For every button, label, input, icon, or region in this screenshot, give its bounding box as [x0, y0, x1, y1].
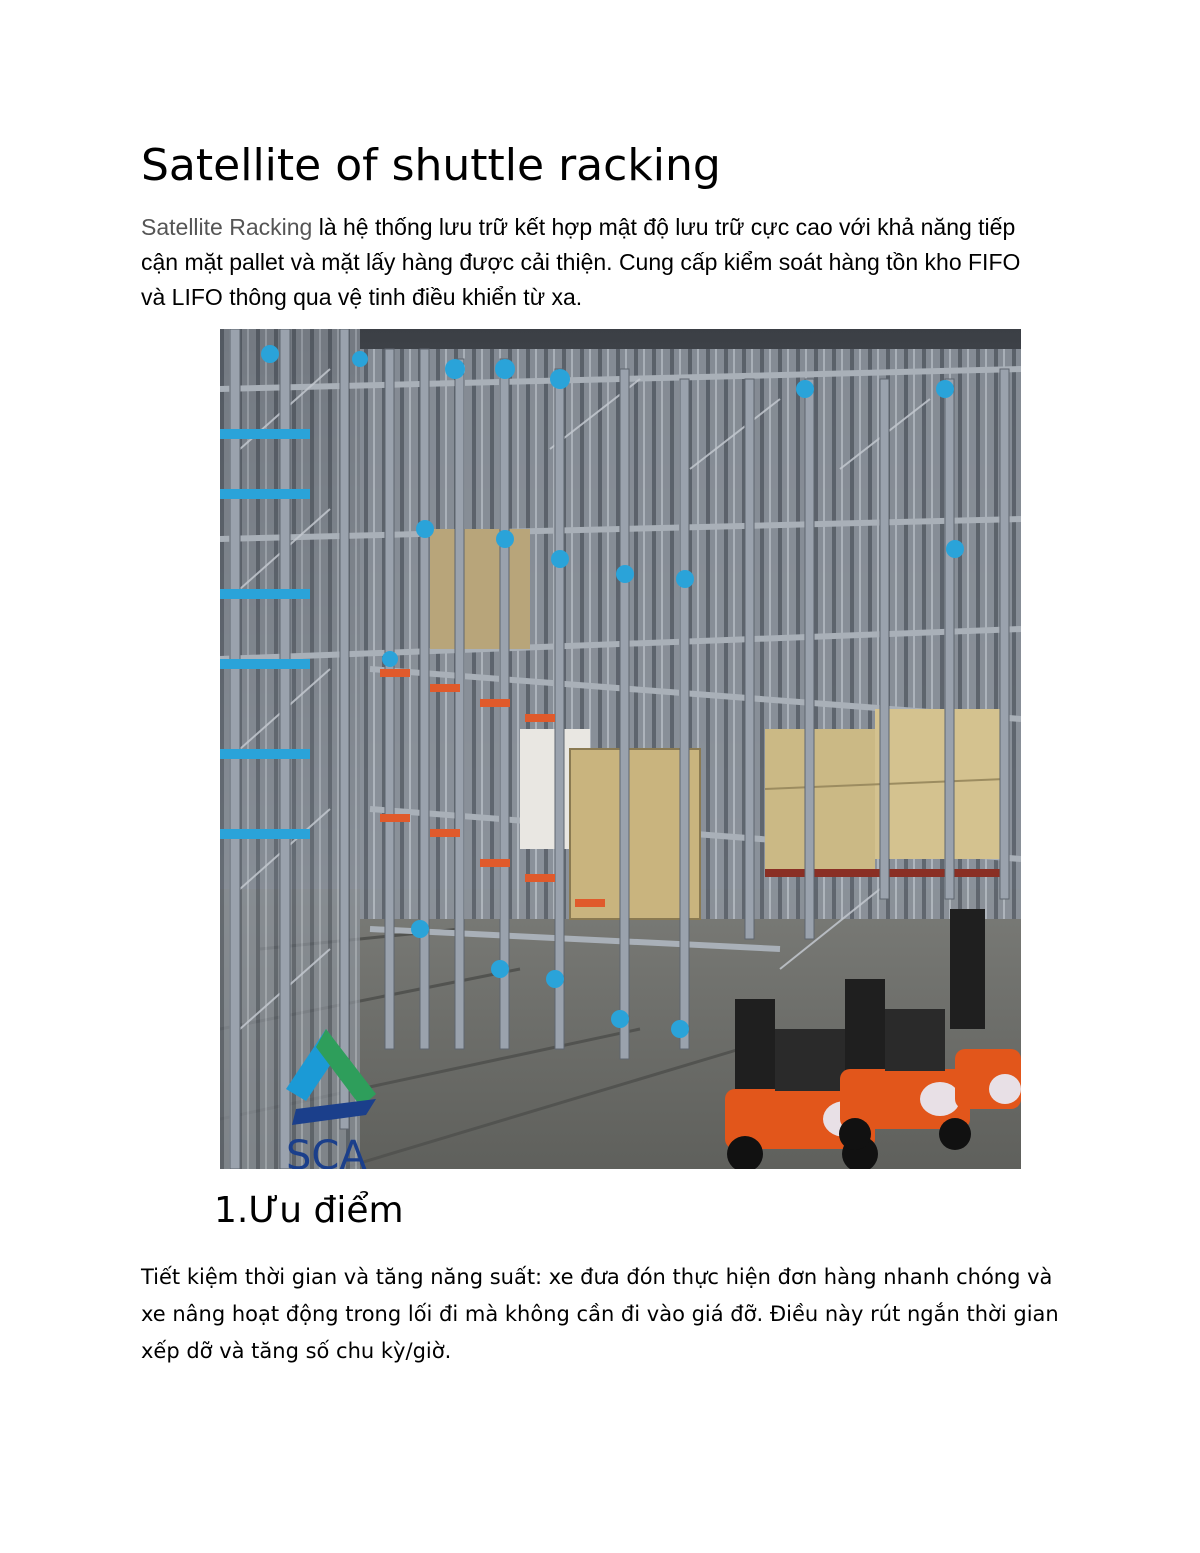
satellite-racking-link[interactable]: Satellite Racking — [141, 214, 313, 240]
intro-paragraph — [141, 210, 1041, 315]
warehouse-racking-illustration — [220, 329, 1021, 1169]
section-body-paragraph: Tiết kiệm thời gian và tăng năng suất: xe đưa đón thực hiện đơn hàng nhanh chóng và xe nâng hoạt động trong lối đi mà không cần đi vào giá đỡ. Điều này rút ngắn thời gian xếp dỡ và tăng số chu kỳ/giờ. — [141, 1265, 1059, 1363]
logo-text: SCA — [286, 1133, 367, 1169]
shuttle-racking-photo — [220, 329, 1021, 1169]
intro-text: là hệ thống lưu trữ kết hợp mật độ lưu trữ cực cao với khả năng tiếp cận mặt pallet và mặt lấy hàng được cải thiện. Cung cấp kiểm soát hàng tồn kho FIFO và LIFO thông qua vệ tinh điều khiển từ xa. — [141, 214, 1021, 310]
page-title: Satellite of shuttle racking — [141, 140, 721, 191]
section-heading: 1.Ưu điểm — [214, 1190, 404, 1231]
